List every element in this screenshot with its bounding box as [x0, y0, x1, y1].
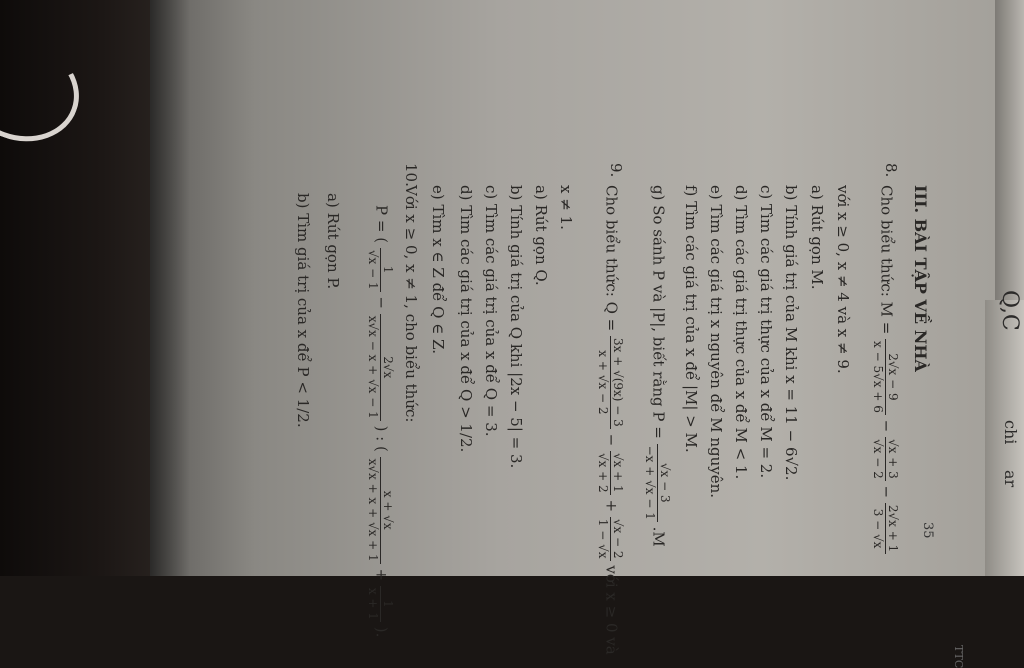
p8-item-a: a) Rút gọn M. [808, 185, 826, 290]
problem-8-stem: 8. Cho biểu thức: M = 2√x − 9 x − 5√x + 6 − √x + 3 √x − 2 − 2√x + 1 3 − √x [871, 163, 900, 553]
frac-8-3: 2√x + 1 3 − √x [871, 504, 900, 553]
margin-note: TTC [952, 645, 965, 668]
p8-item-c: c) Tìm các giá trị thực của x để M = 2. [757, 185, 775, 479]
frac-9-3: √x − 2 1 − √x [596, 518, 625, 559]
frac-8-2: √x + 3 √x − 2 [871, 439, 900, 479]
edge-text-3: ar [1001, 470, 1020, 488]
p8-item-e: e) Tìm các giá trị x nguyên để M nguyên. [707, 185, 725, 499]
p9-item-b: b) Tính giá trị của Q khi |2x − 5| = 3. [507, 185, 525, 469]
frac-10-1: 1 √x − 1 [366, 249, 395, 290]
p9-item-e: e) Tìm x ∈ Z để Q ∈ Z. [429, 185, 447, 355]
page-gutter [150, 0, 190, 576]
problem-8-condition: với x ≥ 0, x ≠ 4 và x ≠ 9. [834, 185, 852, 374]
rotated-text-block [210, 163, 965, 668]
problem-9-stem: 9. Cho biểu thức: Q = 3x + √(9x) − 3 x + √x − 2 − √x + 1 √x + 2 + √x − 2 1 − √x với x ≥ 0 và [596, 163, 625, 655]
problem-10-stem: 10. Với x ≥ 0, x ≠ 1, cho biểu thức: [402, 163, 420, 423]
p8-item-d: d) Tìm các giá trị thực của x để M < 1. [732, 185, 750, 480]
frac-9-1: 3x + √(9x) − 3 x + √x − 2 [596, 337, 625, 427]
section-title: III. BÀI TẬP VỀ NHÀ [911, 185, 930, 372]
p9-item-a: a) Rút gọn Q. [532, 185, 550, 286]
frac-8-g: √x − 3 −x + √x − 1 [643, 445, 672, 520]
frac-10-4: 1 x + 1 [366, 587, 395, 620]
edge-text-1: Q,C [997, 290, 1022, 331]
frac-8-1: 2√x − 9 x − 5√x + 6 [871, 341, 900, 413]
problem-9-condition-2: x ≠ 1. [557, 185, 575, 230]
problem-10-expression: P = ( 1 √x − 1 − 2√x x√x − x + √x − 1 ) : ( x + √x x√x + x + √x + 1 + 1 x + 1 ). [366, 205, 395, 638]
frac-10-3: x + √x x√x + x + √x + 1 [366, 458, 395, 562]
p9-item-c: c) Tìm các giá trị của x để Q = 3. [482, 185, 500, 437]
p8-item-f: f) Tìm các giá trị của x để |M| > M. [682, 185, 700, 453]
p10-item-a: a) Rút gọn P. [324, 193, 342, 290]
page-number: 35 [920, 522, 935, 539]
edge-text-2: chi [1001, 420, 1020, 445]
p10-item-b: b) Tìm giá trị của x để P < 1/2. [294, 193, 312, 428]
frac-9-2: √x + 1 √x + 2 [596, 452, 625, 493]
p9-item-d: d) Tìm các giá trị của x để Q > 1/2. [457, 185, 475, 453]
p8-item-b: b) Tính giá trị của M khi x = 11 − 6√2. [782, 185, 800, 481]
p8-item-g: g) So sánh P và |P|, biết rằng P = √x − 3 −x + √x − 1 .M [643, 185, 672, 547]
frac-10-2: 2√x x√x − x + √x − 1 [366, 315, 395, 419]
